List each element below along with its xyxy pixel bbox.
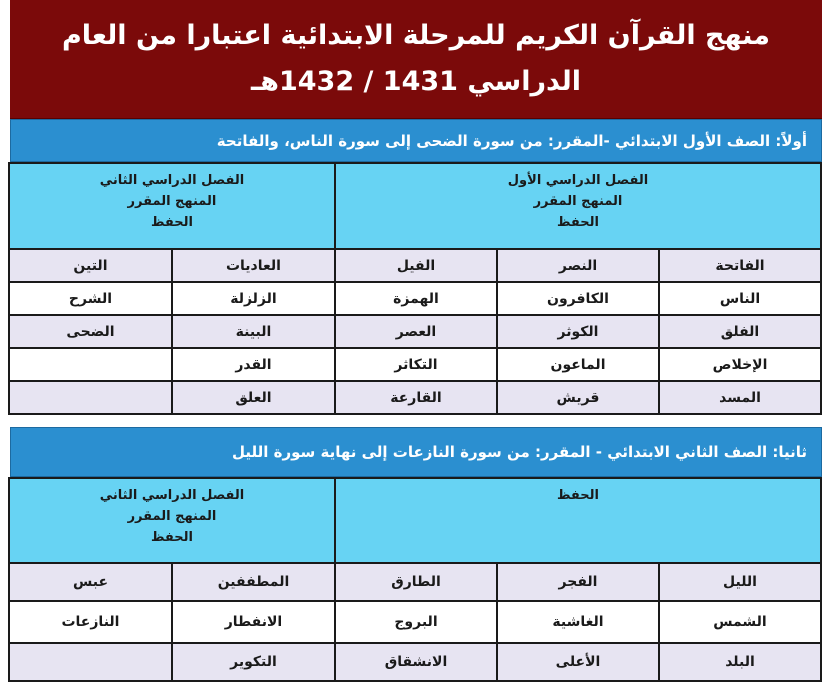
section1-sem1-title: الفصل الدراسي الأول: [507, 173, 649, 188]
surah-cell: التين: [9, 249, 172, 282]
surah-cell: الفجر: [497, 563, 659, 601]
section1-sem1-curriculum: المنهج المقرر: [533, 194, 623, 209]
surah-cell: القارعة: [335, 381, 497, 414]
surah-cell: الليل: [659, 563, 821, 601]
title-line-1: منهج القرآن الكريم للمرحلة الابتدائية اعتبارا من العام: [62, 20, 771, 51]
surah-cell: الزلزلة: [172, 282, 335, 315]
surah-cell: الضحى: [9, 315, 172, 348]
section2-semester2-cell: [9, 478, 335, 563]
surah-cell: العصر: [335, 315, 497, 348]
surah-cell: الفلق: [659, 315, 821, 348]
surah-cell: المسد: [659, 381, 821, 414]
surah-cell: البلد: [659, 643, 821, 681]
table-row: [9, 282, 821, 315]
surah-cell: القدر: [172, 348, 335, 381]
surah-cell: عبس: [9, 563, 172, 601]
surah-cell: التكاثر: [335, 348, 497, 381]
section1-sem1-memorization: الحفظ: [556, 215, 599, 230]
surah-cell: الكافرون: [497, 282, 659, 315]
table-row: [9, 249, 821, 282]
surah-cell: الانفطار: [172, 601, 335, 643]
surah-cell: الغاشية: [497, 601, 659, 643]
page-title: [10, 0, 822, 119]
section2-table: [8, 477, 822, 682]
section2-sem2-memorization: الحفظ: [150, 530, 193, 545]
surah-cell: الناس: [659, 282, 821, 315]
section2-semester1-cell: [335, 478, 821, 563]
section2-sem2-title: الفصل الدراسي الثاني: [99, 488, 245, 503]
surah-cell: قريش: [497, 381, 659, 414]
surah-cell: الشمس: [659, 601, 821, 643]
section1-header-text: أولاً: الصف الأول الابتدائي -المقرر: من سورة الضحى إلى سورة الناس، والفاتحة: [216, 131, 807, 150]
surah-cell: [9, 381, 172, 414]
table-row: [9, 563, 821, 601]
surah-cell: البروج: [335, 601, 497, 643]
surah-cell: البينة: [172, 315, 335, 348]
section1-table: [8, 162, 822, 415]
surah-cell: الانشقاق: [335, 643, 497, 681]
section2-header: [10, 427, 822, 477]
section2-sem2-curriculum: المنهج المقرر: [127, 509, 217, 524]
surah-cell: الإخلاص: [659, 348, 821, 381]
surah-cell: [9, 348, 172, 381]
section1-sem2-curriculum: المنهج المقرر: [127, 194, 217, 209]
curriculum-page: [10, 0, 822, 682]
surah-cell: الشرح: [9, 282, 172, 315]
surah-cell: الماعون: [497, 348, 659, 381]
surah-cell: الهمزة: [335, 282, 497, 315]
surah-cell: المطففين: [172, 563, 335, 601]
title-line-2: الدراسي 1431 / 1432هـ: [251, 66, 581, 97]
table-row: [9, 348, 821, 381]
table-row: [9, 601, 821, 643]
surah-cell: النازعات: [9, 601, 172, 643]
table-row: [9, 315, 821, 348]
section2-header-text: ثانيا: الصف الثاني الابتدائي - المقرر: من سورة النازعات إلى نهاية سورة الليل: [231, 443, 807, 461]
surah-cell: الفاتحة: [659, 249, 821, 282]
surah-cell: العلق: [172, 381, 335, 414]
surah-cell: العاديات: [172, 249, 335, 282]
section-gap: [10, 415, 822, 427]
surah-cell: الطارق: [335, 563, 497, 601]
section1-header: [10, 119, 822, 162]
surah-cell: النصر: [497, 249, 659, 282]
section2-sem1-memorization: الحفظ: [557, 488, 599, 503]
section1-sem2-title: الفصل الدراسي الثاني: [99, 173, 245, 188]
surah-cell: [9, 643, 172, 681]
table-row: [9, 381, 821, 414]
section1-semester1-cell: [335, 163, 821, 249]
section1-sem2-memorization: الحفظ: [150, 215, 193, 230]
surah-cell: الأعلى: [497, 643, 659, 681]
surah-cell: الكوثر: [497, 315, 659, 348]
surah-cell: الفيل: [335, 249, 497, 282]
table-row: [9, 643, 821, 681]
section1-semester2-cell: [9, 163, 335, 249]
surah-cell: التكوير: [172, 643, 335, 681]
